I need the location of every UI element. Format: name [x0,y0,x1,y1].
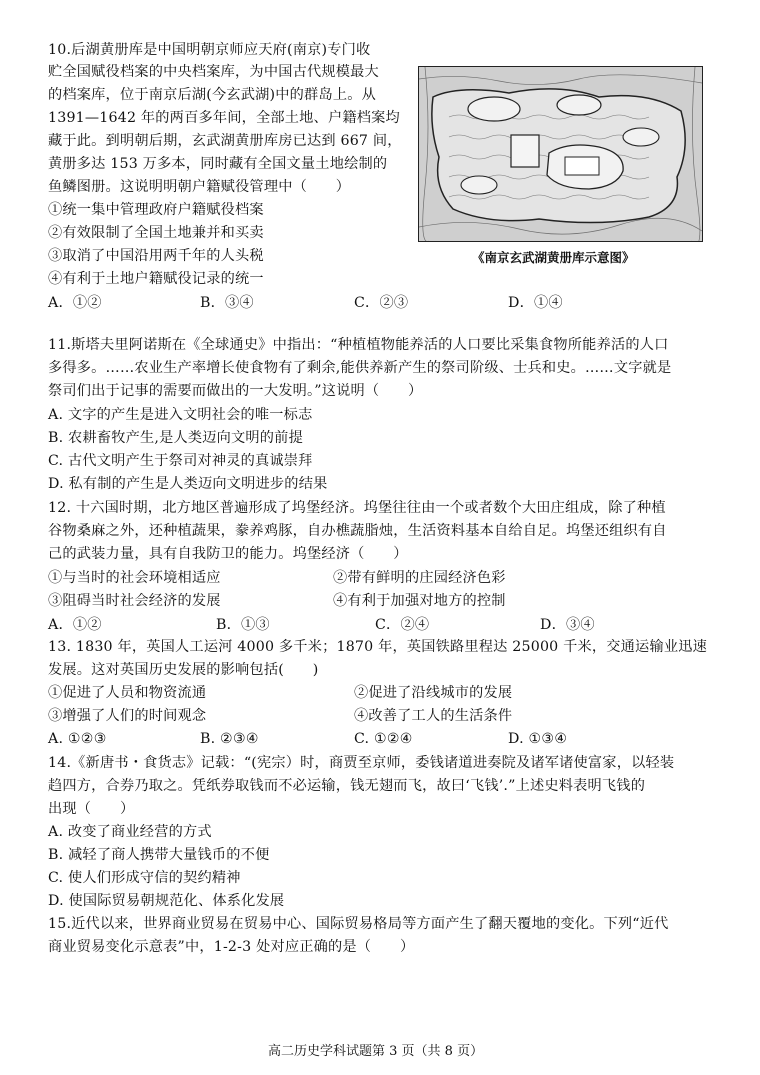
q10-line-4: 1391—1642 年的两百多年间，全部土地、户籍档案均 [48,110,400,126]
q10-option-d: D．①④ [508,295,563,311]
q12-item-4: ④有利于加强对地方的控制 [333,593,506,609]
page-footer: 高二历史学科试题第 3 页（共 8 页） [268,1044,484,1059]
q11-option-b: B. 农耕畜牧产生,是人类迈向文明的前提 [48,430,303,446]
q13-item-1: ①促进了人员和物资流通 [48,685,207,701]
q14-line-3: 出现（ ） [48,801,135,817]
q12-option-c: C．②④ [375,617,430,633]
q13-item-3: ③增强了人们的时间观念 [48,708,207,724]
q14-option-c: C. 使人们形成守信的契约精神 [48,870,241,886]
q11-line-2: 多得多。……农业生产率增长使食物有了剩余,能供养新产生的祭司阶级、士兵和史。……文字就是 [48,360,672,376]
xuanwu-lake-map-image [418,66,703,242]
q10-line-2: 贮全国赋役档案的中央档案库，为中国古代规模最大 [48,64,379,80]
q10-option-c: C．②③ [354,295,409,311]
q12-item-3: ③阻碍当时社会经济的发展 [48,593,221,609]
q11-option-a: A. 文字的产生是进入文明社会的唯一标志 [48,407,313,423]
q12-line-2: 谷物桑麻之外，还种植蔬果，豢养鸡豚，自办樵蔬脂烛，生活资料基本自给自足。坞堡还组织有自 [48,523,667,539]
q11-line-3: 祭司们出于记事的需要而做出的一大发明。”这说明（ ） [48,383,423,399]
q10-line-5: 藏于此。到明朝后期，玄武湖黄册库房已达到 667 间， [48,133,402,149]
map-caption: 《南京玄武湖黄册库示意图》 [472,250,635,265]
q13-option-d: D. ①③④ [508,731,568,747]
q12-line-3: 己的武装力量，具有自我防卫的能力。坞堡经济（ ） [48,546,408,562]
q15-line-1: 15.近代以来，世界商业贸易在贸易中心、国际贸易格局等方面产生了翻天覆地的变化。下列“近代 [48,916,669,932]
q13-item-2: ②促进了沿线城市的发展 [354,685,513,701]
q12-line-1: 12. 十六国时期，北方地区普遍形成了坞堡经济。坞堡往往由一个或者数个大田庄组成，除了种植 [48,500,666,516]
q11-option-c: C. 古代文明产生于祭司对神灵的真诚崇拜 [48,453,313,469]
q10-option-b: B．③④ [200,295,254,311]
q13-item-4: ④改善了工人的生活条件 [354,708,513,724]
q15-line-2: 商业贸易变化示意表”中，1-2-3 处对应正确的是（ ） [48,939,415,955]
q12-option-d: D．③④ [540,617,595,633]
q14-line-2: 趋四方，合券乃取之。凭纸券取钱而不必运输，钱无翅而飞，故曰‘飞钱’.”上述史料表明飞钱的 [48,778,646,794]
q13-line-1: 13. 1830 年，英国人工运河 4000 多千米；1870 年，英国铁路里程达 25000 千米，交通运输业迅速 [48,639,707,655]
q11-line-1: 11.斯塔夫里阿诺斯在《全球通史》中指出：“种植植物能养活的人口要比采集食物所能养活的人口 [48,337,669,353]
q10-item-4: ④有利于土地户籍赋役记录的统一 [48,271,264,287]
q12-item-2: ②带有鲜明的庄园经济色彩 [333,570,506,586]
q14-option-a: A. 改变了商业经营的方式 [48,824,212,840]
q10-item-2: ②有效限制了全国土地兼并和买卖 [48,225,264,241]
q10-item-1: ①统一集中管理政府户籍赋役档案 [48,202,264,218]
q12-option-a: A．①② [48,617,102,633]
q12-option-b: B．①③ [216,617,270,633]
q14-option-d: D. 使国际贸易朝规范化、体系化发展 [48,893,285,909]
q12-item-1: ①与当时的社会环境相适应 [48,570,221,586]
q14-option-b: B. 减轻了商人携带大量钱币的不便 [48,847,270,863]
q11-option-d: D. 私有制的产生是人类迈向文明进步的结果 [48,476,328,492]
q10-option-a: A．①② [48,295,102,311]
q10-line-6: 黄册多达 153 万多本，同时藏有全国文量土地绘制的 [48,156,388,172]
q10-line-7: 鱼鳞图册。这说明明朝户籍赋役管理中（ ） [48,179,351,195]
q13-line-2: 发展。这对英国历史发展的影响包括( ) [48,662,319,678]
q10-line-3: 的档案库，位于南京后湖(今玄武湖)中的群岛上。从 [48,87,376,103]
q13-option-c: C. ①②④ [354,731,413,747]
q10-item-3: ③取消了中国沿用两千年的人头税 [48,248,264,264]
q13-option-a: A. ①②③ [48,731,107,747]
q13-option-b: B. ②③④ [200,731,259,747]
q14-line-1: 14.《新唐书・食货志》记载：“(宪宗）时，商贾至京师，委钱诸道进奏院及诸军诸使富家，以轻装 [48,755,675,771]
q10-line-1: 10.后湖黄册库是中国明朝京师应天府(南京)专门收 [48,42,371,58]
